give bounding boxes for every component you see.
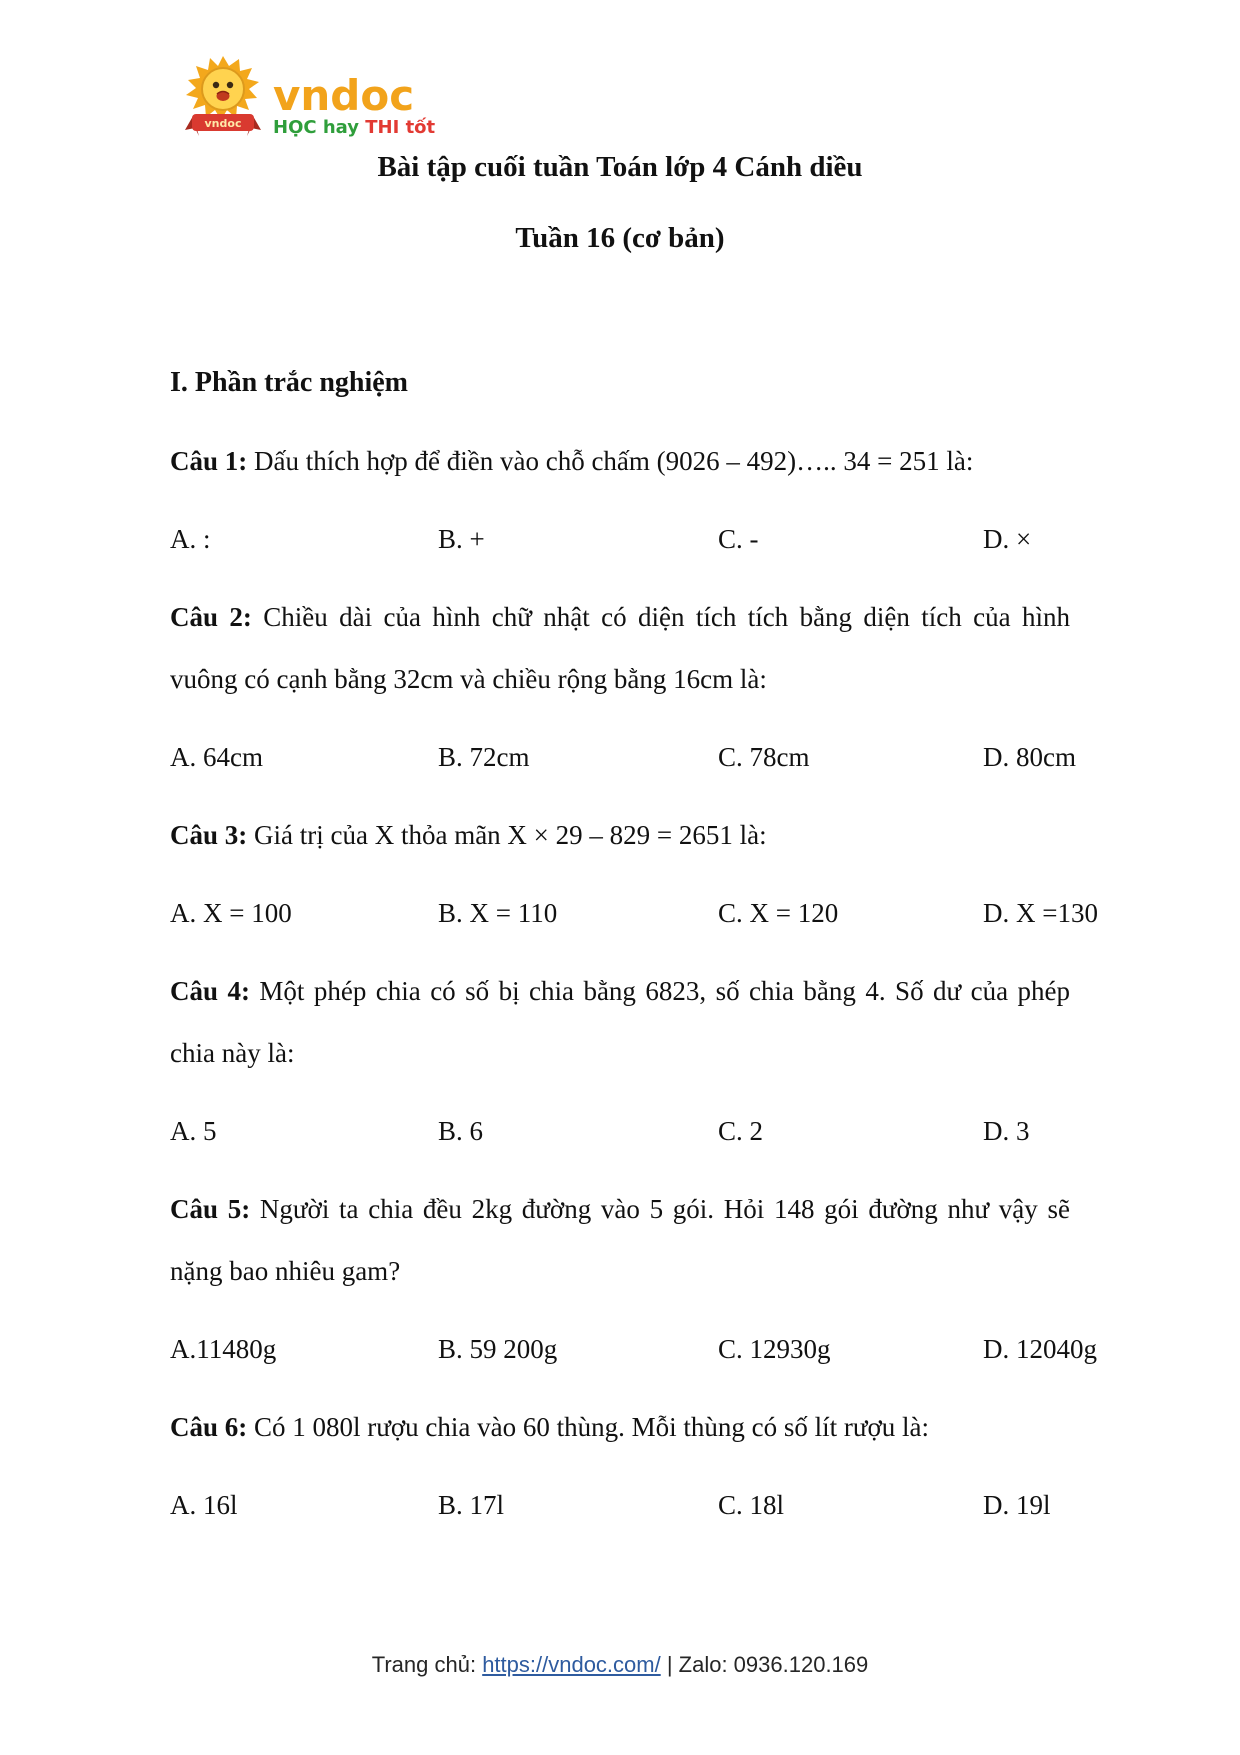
option-c: C. 2 — [718, 1116, 764, 1146]
question-4-text: Một phép chia có số bị chia bằng 6823, số chia bằng 4. Số dư của phép chia này là: — [170, 976, 1070, 1068]
option-c: C. 12930g — [718, 1334, 831, 1364]
option-c: C. - — [718, 524, 759, 554]
vndoc-mascot-icon — [183, 54, 263, 142]
question-2 — [170, 586, 1070, 710]
question-5-text: Người ta chia đều 2kg đường vào 5 gói. Hỏi 148 gói đường như vậy sẽ nặng bao nhiêu gam? — [170, 1194, 1070, 1286]
question-2-text: Chiều dài của hình chữ nhật có diện tích tích bằng diện tích của hình vuông có cạnh bằng 32cm và chiều rộng bằng 16cm là: — [170, 602, 1071, 694]
option-b: B. 6 — [438, 1116, 484, 1146]
question-4 — [170, 960, 1070, 1084]
question-3-label: Câu 3: — [170, 820, 248, 850]
option-c: C. 18l — [718, 1490, 785, 1520]
option-c: C. 78cm — [718, 742, 810, 772]
option-a: A.11480g — [170, 1334, 277, 1364]
question-2-label: Câu 2: — [170, 602, 252, 632]
question-6-options — [170, 1474, 1070, 1536]
page-title: Bài tập cuối tuần Toán lớp 4 Cánh diều — [377, 151, 863, 183]
option-d: D. 19l — [983, 1490, 1051, 1520]
option-a: A. : — [170, 524, 211, 554]
question-5 — [170, 1178, 1070, 1302]
option-a: A. 5 — [170, 1116, 217, 1146]
tagline-thi-tot: THI tốt — [365, 117, 436, 138]
option-a: A. 16l — [170, 1490, 238, 1520]
question-2-options — [170, 726, 1076, 788]
footer-prefix: Trang chủ: — [371, 1652, 483, 1677]
question-1-text: Dấu thích hợp để điền vào chỗ chấm (9026 – 492)….. 34 = 251 là: — [254, 446, 974, 476]
option-a: A. X = 100 — [170, 898, 292, 928]
page-subtitle: Tuần 16 (cơ bản) — [515, 222, 725, 254]
option-a: A. 64cm — [170, 742, 263, 772]
question-1-label: Câu 1: — [170, 446, 248, 476]
question-3-options — [170, 882, 1098, 944]
logo-text — [273, 71, 436, 142]
section-heading: I. Phần trắc nghiệm — [170, 367, 408, 398]
logo-wordmark: vndoc — [273, 71, 415, 120]
logo-tagline — [273, 116, 435, 140]
ribbon-label: vndoc — [204, 117, 242, 130]
option-d: D. 3 — [983, 1116, 1030, 1146]
vndoc-logo — [183, 54, 435, 142]
document-content — [170, 148, 1098, 1552]
question-6 — [170, 1396, 1070, 1458]
option-d: D. × — [983, 524, 1032, 554]
option-b: B. 17l — [438, 1490, 505, 1520]
question-1 — [170, 430, 1070, 492]
option-b: B. 59 200g — [438, 1334, 558, 1364]
question-4-options — [170, 1100, 1070, 1162]
question-3-text: Giá trị của X thỏa mãn X × 29 – 829 = 2651 là: — [254, 820, 767, 850]
question-4-label: Câu 4: — [170, 976, 250, 1006]
footer-suffix: | Zalo: 0936.120.169 — [660, 1652, 869, 1677]
question-6-label: Câu 6: — [170, 1412, 248, 1442]
question-5-label: Câu 5: — [170, 1194, 251, 1224]
page-footer — [0, 1650, 1240, 1680]
option-b: B. + — [438, 524, 485, 554]
question-3 — [170, 804, 1070, 866]
option-d: D. X =130 — [983, 898, 1098, 928]
option-b: B. 72cm — [438, 742, 530, 772]
question-6-text: Có 1 080l rượu chia vào 60 thùng. Mỗi thùng có số lít rượu là: — [254, 1412, 930, 1442]
option-d: D. 80cm — [983, 742, 1076, 772]
question-5-options — [170, 1318, 1097, 1380]
option-b: B. X = 110 — [438, 898, 558, 928]
footer-link[interactable]: https://vndoc.com/ — [482, 1652, 661, 1677]
option-c: C. X = 120 — [718, 898, 839, 928]
tagline-hoc-hay: HỌC hay — [273, 117, 359, 138]
option-d: D. 12040g — [983, 1334, 1097, 1364]
question-1-options — [170, 508, 1070, 570]
